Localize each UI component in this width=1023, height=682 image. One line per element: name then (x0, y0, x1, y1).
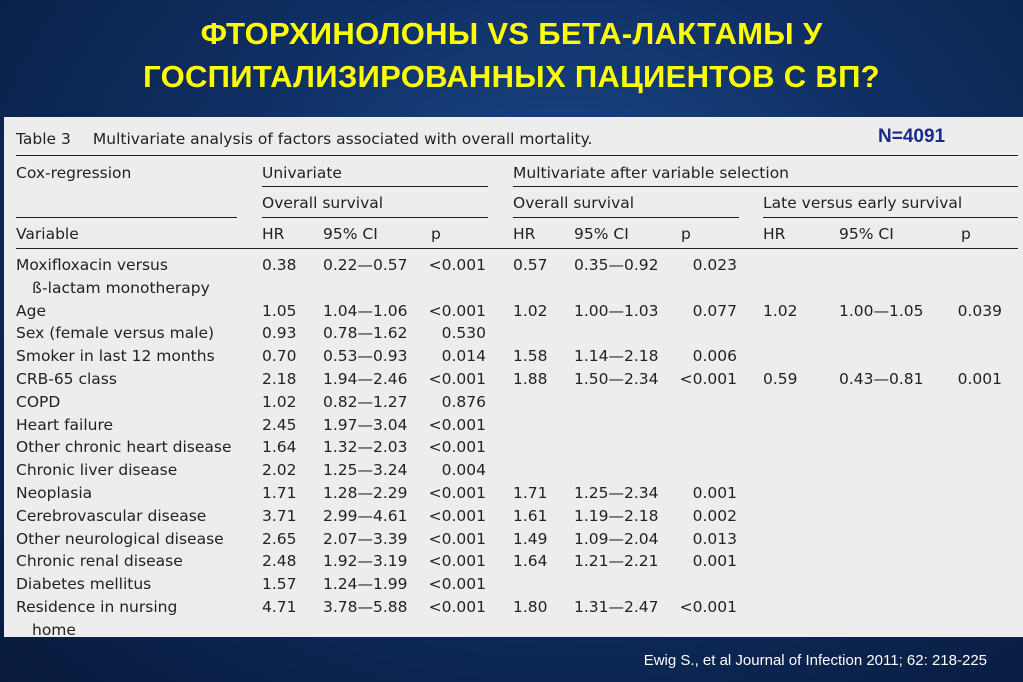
cell-p1: <0.001 (428, 256, 486, 274)
cell-ci1: 1.92—3.19 (323, 552, 408, 571)
cell-p1: <0.001 (428, 598, 486, 616)
header-model: Cox-regression (16, 164, 132, 182)
cell-variable: Cerebrovascular disease (16, 506, 207, 525)
rule-univariate (262, 186, 488, 187)
header-multivariate: Multivariate after variable selection (513, 164, 789, 182)
cell-p2: 0.001 (692, 552, 737, 571)
cell-p1: 0.530 (441, 324, 486, 343)
cell-ci1: 3.78—5.88 (323, 598, 408, 616)
cell-variable: Other chronic heart disease (16, 438, 232, 457)
cell-ci1: 0.22—0.57 (323, 256, 408, 274)
header-overall-survival-multi: Overall survival (513, 194, 635, 212)
cell-hr1: 1.64 (262, 438, 297, 457)
cell-hr2: 1.64 (513, 552, 548, 571)
table-panel (4, 117, 1023, 637)
cell-ci1: 0.78—1.62 (323, 324, 408, 343)
cell-hr1: 2.65 (262, 529, 297, 548)
cell-p1: <0.001 (428, 529, 486, 548)
cell-hr1: 2.02 (262, 461, 297, 480)
cell-p1: <0.001 (428, 552, 486, 571)
rule-header-bottom (16, 248, 1018, 249)
cell-hr2: 1.58 (513, 347, 548, 366)
cell-p2: <0.001 (679, 370, 737, 388)
cell-p1: <0.001 (428, 415, 486, 434)
header-variable: Variable (16, 225, 79, 243)
cell-hr1: 0.70 (262, 347, 297, 366)
cell-hr1: 1.02 (262, 392, 297, 411)
header-ci-multi: 95% CI (574, 225, 629, 243)
rule-top (16, 155, 1018, 156)
slide-title-line1: ФТОРХИНОЛОНЫ VS БЕТА-ЛАКТАМЫ У (200, 16, 823, 51)
cell-p1: 0.004 (441, 461, 486, 480)
cell-ci2: 1.21—2.21 (574, 552, 659, 571)
cell-ci1: 1.32—2.03 (323, 438, 408, 457)
header-ci-uni: 95% CI (323, 225, 378, 243)
cell-p2: 0.002 (692, 506, 737, 525)
cell-hr2: 1.88 (513, 370, 548, 388)
cell-ci2: 1.00—1.03 (574, 301, 659, 320)
header-hr-uni: HR (262, 225, 285, 243)
cell-ci1: 1.25—3.24 (323, 461, 408, 480)
cell-variable: home (32, 620, 76, 639)
header-p-multi: p (681, 225, 691, 243)
sample-size-label: N=4091 (878, 126, 946, 147)
header-hr-multi: HR (513, 225, 536, 243)
cell-hr2: 1.71 (513, 484, 548, 502)
cell-variable: Age (16, 301, 46, 320)
header-p-late: p (961, 225, 971, 243)
cell-ci1: 0.82—1.27 (323, 392, 408, 411)
header-late-vs-early: Late versus early survival (763, 194, 963, 212)
cell-hr2: 0.57 (513, 256, 548, 274)
cell-variable: Moxifloxacin versus (16, 256, 168, 274)
cell-p1: 0.876 (441, 392, 486, 411)
cell-p2: 0.077 (692, 301, 737, 320)
cell-hr1: 0.93 (262, 324, 297, 343)
cell-p2: 0.013 (692, 529, 737, 548)
cell-ci2: 1.25—2.34 (574, 484, 659, 502)
cell-ci1: 2.07—3.39 (323, 529, 408, 548)
cell-hr2: 1.49 (513, 529, 548, 548)
table-caption (16, 130, 592, 148)
cell-ci1: 1.28—2.29 (323, 484, 408, 502)
cell-p2: 0.006 (692, 347, 737, 366)
rule-subheader-left (16, 217, 237, 218)
cell-ci1: 2.99—4.61 (323, 506, 408, 525)
cell-ci2: 0.35—0.92 (574, 256, 659, 274)
rule-subheader-multi (513, 217, 739, 218)
cell-variable: Neoplasia (16, 484, 93, 502)
cell-hr1: 2.48 (262, 552, 297, 571)
cell-ci2: 1.14—2.18 (574, 347, 659, 366)
cell-p2: 0.023 (692, 256, 737, 274)
cell-variable: Heart failure (16, 415, 114, 434)
cell-p1: <0.001 (428, 370, 486, 388)
cell-p3: 0.001 (957, 370, 1002, 388)
header-univariate: Univariate (262, 164, 342, 182)
cell-hr2: 1.61 (513, 506, 548, 525)
cell-hr1: 3.71 (262, 506, 297, 525)
cell-p3: 0.039 (957, 301, 1002, 320)
cell-p2: <0.001 (679, 598, 737, 616)
header-ci-late: 95% CI (839, 225, 894, 243)
cell-p1: <0.001 (428, 506, 486, 525)
cell-hr1: 2.18 (262, 370, 297, 388)
rule-multivariate (513, 186, 1018, 187)
cell-p1: <0.001 (428, 484, 486, 502)
cell-hr1: 1.57 (262, 575, 297, 594)
cell-variable: ß-lactam monotherapy (32, 278, 210, 297)
cell-hr1: 4.71 (262, 598, 297, 616)
cell-hr2: 1.02 (513, 301, 548, 320)
cell-variable: CRB-65 class (16, 370, 117, 388)
table-caption-text: Multivariate analysis of factors associated with overall mortality. (92, 130, 593, 148)
cell-ci1: 1.94—2.46 (323, 370, 408, 388)
cell-variable: COPD (16, 392, 61, 411)
cell-p1: <0.001 (428, 301, 486, 320)
rule-subheader-late (763, 217, 1018, 218)
cell-hr1: 1.05 (262, 301, 297, 320)
cell-variable: Chronic liver disease (16, 461, 178, 480)
slide-title (0, 12, 1023, 98)
header-overall-survival-uni: Overall survival (262, 194, 384, 212)
cell-ci1: 0.53—0.93 (323, 347, 408, 366)
cell-variable: Smoker in last 12 months (16, 347, 215, 366)
cell-ci2: 1.31—2.47 (574, 598, 659, 616)
cell-p2: 0.001 (692, 484, 737, 502)
cell-ci2: 1.50—2.34 (574, 370, 659, 388)
cell-hr3: 0.59 (763, 370, 798, 388)
cell-variable: Chronic renal disease (16, 552, 183, 571)
cell-ci1: 1.04—1.06 (323, 301, 408, 320)
slide-title-line2: ГОСПИТАЛИЗИРОВАННЫХ ПАЦИЕНТОВ С ВП? (143, 59, 880, 94)
cell-variable: Diabetes mellitus (16, 575, 152, 594)
cell-hr1: 1.71 (262, 484, 297, 502)
header-hr-late: HR (763, 225, 786, 243)
cell-hr3: 1.02 (763, 301, 798, 320)
cell-variable: Other neurological disease (16, 529, 224, 548)
header-p-uni: p (431, 225, 441, 243)
cell-ci1: 1.97—3.04 (323, 415, 408, 434)
cell-variable: Sex (female versus male) (16, 324, 215, 343)
cell-p1: <0.001 (428, 438, 486, 457)
table-caption-label: Table 3 (16, 130, 71, 148)
cell-ci3: 0.43—0.81 (839, 370, 924, 388)
cell-hr1: 0.38 (262, 256, 297, 274)
citation: Ewig S., et al Journal of Infection 2011; 62: 218-225 (643, 652, 987, 669)
cell-p1: 0.014 (441, 347, 486, 366)
cell-ci3: 1.00—1.05 (839, 301, 924, 320)
cell-hr2: 1.80 (513, 598, 548, 616)
cell-variable: Residence in nursing (16, 598, 178, 616)
cell-ci2: 1.19—2.18 (574, 506, 659, 525)
rule-subheader-uni (262, 217, 488, 218)
cell-hr1: 2.45 (262, 415, 297, 434)
cell-ci1: 1.24—1.99 (323, 575, 408, 594)
cell-p1: <0.001 (428, 575, 486, 594)
cell-ci2: 1.09—2.04 (574, 529, 659, 548)
